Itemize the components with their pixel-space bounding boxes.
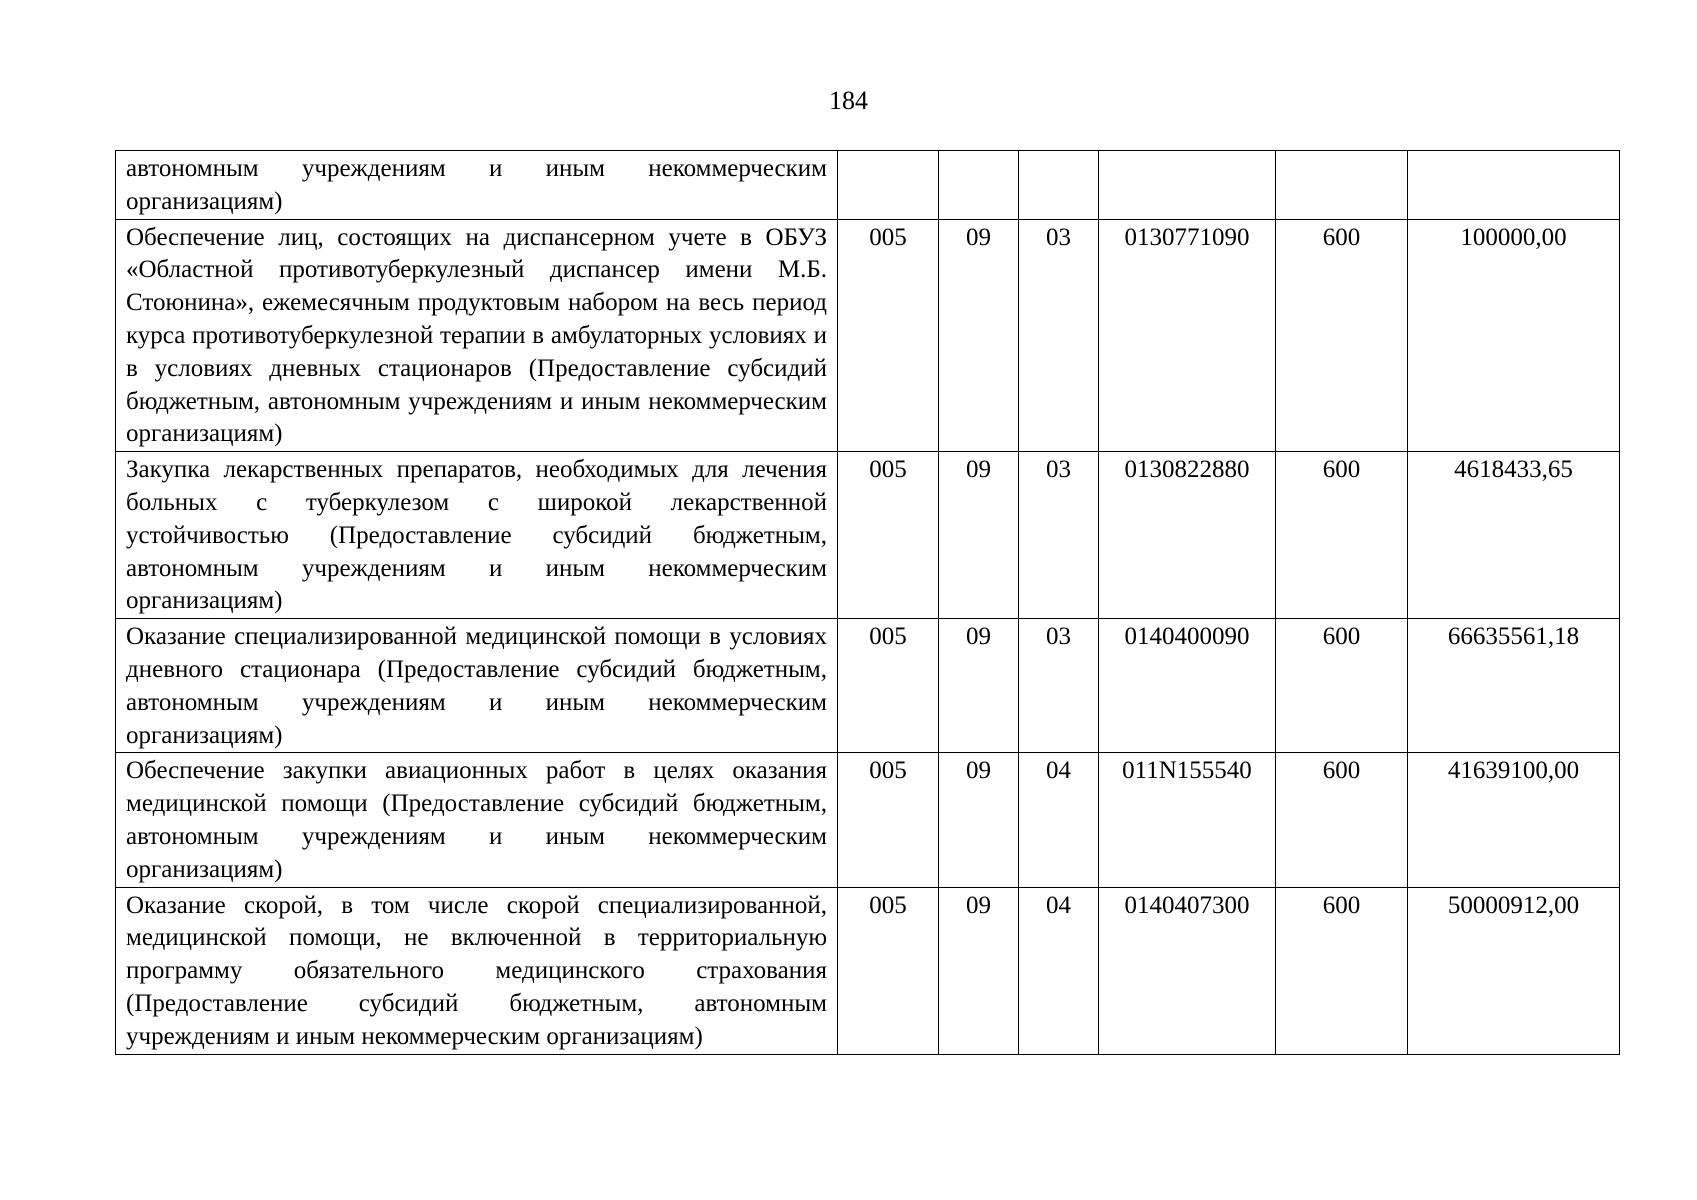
table-row [116, 151, 1620, 220]
table-row [116, 619, 1620, 753]
amount: 4618433,65 [1408, 452, 1620, 619]
ministry-code: 005 [838, 753, 939, 887]
budget-table [115, 150, 1620, 1055]
ministry-code: 005 [838, 887, 939, 1054]
expense-type-code [1276, 151, 1408, 220]
expense-type-code: 600 [1276, 887, 1408, 1054]
ministry-code: 005 [838, 619, 939, 753]
table-row [116, 452, 1620, 619]
amount [1408, 151, 1620, 220]
expense-type-code: 600 [1276, 753, 1408, 887]
target-article-code: 0130822880 [1099, 452, 1276, 619]
expense-type-code: 600 [1276, 619, 1408, 753]
target-article-code: 0140407300 [1099, 887, 1276, 1054]
subsection-code: 04 [1019, 887, 1099, 1054]
table-row [116, 219, 1620, 452]
row-description: автономным учреждениям и иным некоммерческим организациям) [116, 151, 838, 220]
row-description: Оказание скорой, в том числе скорой специализированной, медицинской помощи, не включенной в территориальную программу обязательного медицинского страхования (Предоставление субсидий бюджетным, автономным учреждениям и иным некоммерческим организациям) [116, 887, 838, 1054]
expense-type-code: 600 [1276, 452, 1408, 619]
section-code [939, 151, 1019, 220]
amount: 100000,00 [1408, 219, 1620, 452]
subsection-code: 03 [1019, 219, 1099, 452]
target-article-code: 0140400090 [1099, 619, 1276, 753]
section-code: 09 [939, 887, 1019, 1054]
subsection-code [1019, 151, 1099, 220]
ministry-code: 005 [838, 219, 939, 452]
section-code: 09 [939, 219, 1019, 452]
target-article-code: 0130771090 [1099, 219, 1276, 452]
section-code: 09 [939, 452, 1019, 619]
expense-type-code: 600 [1276, 219, 1408, 452]
target-article-code [1099, 151, 1276, 220]
row-description: Обеспечение закупки авиационных работ в целях оказания медицинской помощи (Предоставление субсидий бюджетным, автономным учреждениям и иным некоммерческим организациям) [116, 753, 838, 887]
row-description: Закупка лекарственных препаратов, необходимых для лечения больных с туберкулезом с широкой лекарственной устойчивостью (Предоставление субсидий бюджетным, автономным учреждениям и иным некоммерческим организациям) [116, 452, 838, 619]
amount: 66635561,18 [1408, 619, 1620, 753]
section-code: 09 [939, 619, 1019, 753]
amount: 50000912,00 [1408, 887, 1620, 1054]
subsection-code: 03 [1019, 452, 1099, 619]
table-row [116, 753, 1620, 887]
row-description: Оказание специализированной медицинской помощи в условиях дневного стационара (Предоставление субсидий бюджетным, автономным учреждениям и иным некоммерческим организациям) [116, 619, 838, 753]
table-row [116, 887, 1620, 1054]
ministry-code [838, 151, 939, 220]
page-number: 184 [829, 86, 868, 115]
ministry-code: 005 [838, 452, 939, 619]
section-code: 09 [939, 753, 1019, 887]
row-description: Обеспечение лиц, состоящих на диспансерном учете в ОБУЗ «Областной противотуберкулезный диспансер имени М.Б. Стоюнина», ежемесячным продуктовым набором на весь период курса противотуберкулезной терапии в амбулаторных условиях и в условиях дневных стационаров (Предоставление субсидий бюджетным, автономным учреждениям и иным некоммерческим организациям) [116, 219, 838, 452]
subsection-code: 03 [1019, 619, 1099, 753]
target-article-code: 011N155540 [1099, 753, 1276, 887]
amount: 41639100,00 [1408, 753, 1620, 887]
subsection-code: 04 [1019, 753, 1099, 887]
